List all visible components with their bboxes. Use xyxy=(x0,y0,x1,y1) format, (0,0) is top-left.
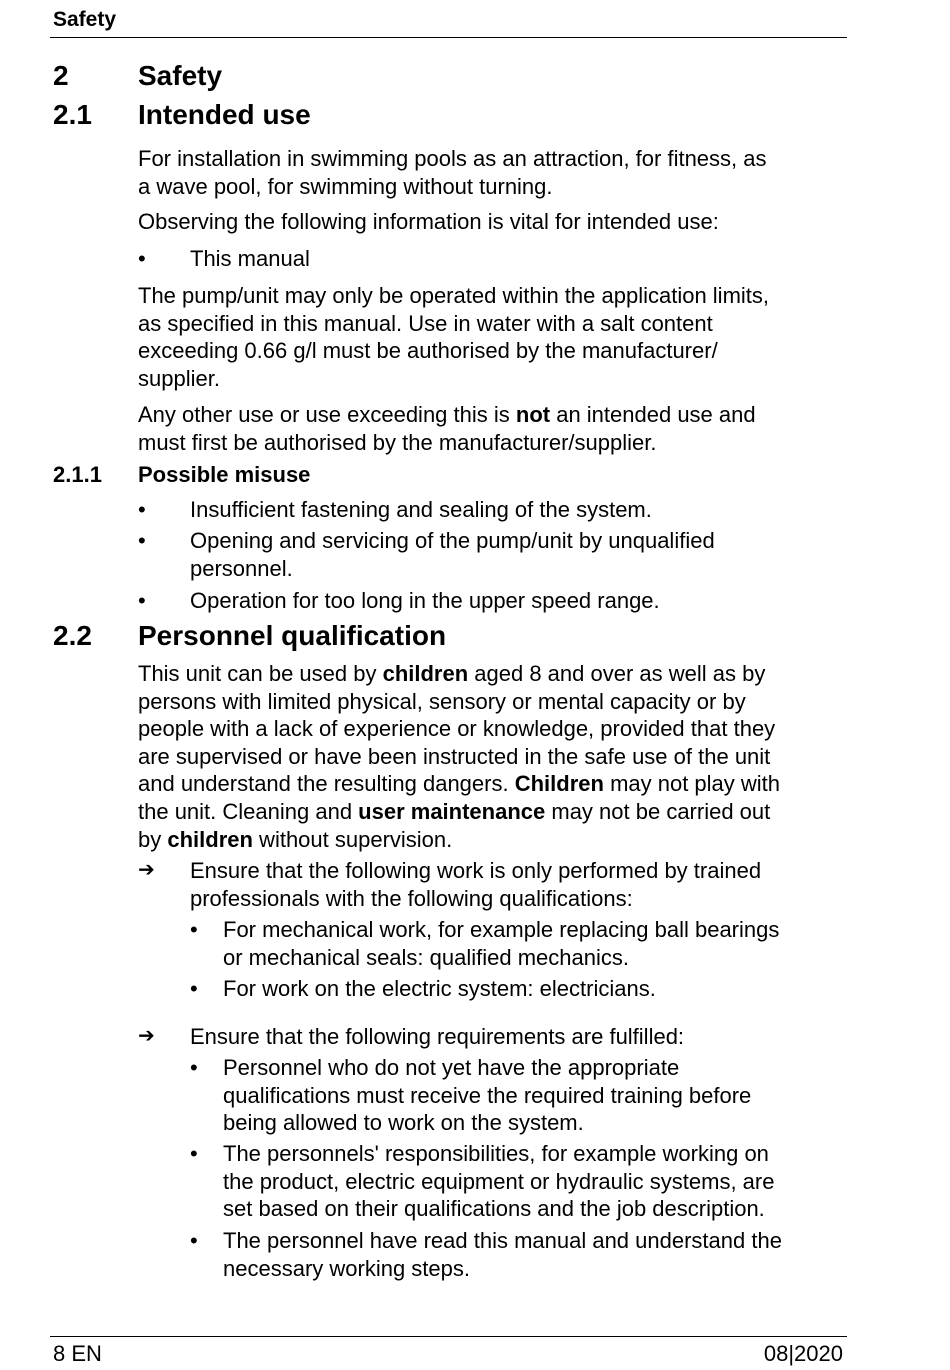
instruction-text: Ensure that the following requirements are fulfilled: xyxy=(190,1024,685,1049)
text-line: For installation in swimming pools as an attraction, for fitness, as xyxy=(138,146,767,171)
paragraph-installation xyxy=(138,145,848,200)
arrow-right-icon: ➔ xyxy=(138,1025,155,1047)
list-item-text: This manual xyxy=(190,246,310,271)
text-line: a wave pool, for swimming without turning. xyxy=(138,173,553,199)
text-line: must first be authorised by the manufacturer/supplier. xyxy=(138,429,657,455)
page-number: 8 EN xyxy=(53,1341,102,1366)
text-line: supplier. xyxy=(138,365,220,391)
heading-title: Possible misuse xyxy=(138,462,311,487)
list-item-text: Personnel who do not yet have the appropriate qualifications must receive the required training before being allowed to work on the system. xyxy=(223,1055,752,1136)
list-item-text: For work on the electric system: electricians. xyxy=(223,976,656,1001)
heading-title: Safety xyxy=(138,60,223,91)
emphasis: not xyxy=(515,402,551,427)
list-item-text: Insufficient fastening and sealing of the system. xyxy=(190,497,652,522)
heading-number: 2.2 xyxy=(53,620,92,651)
bullet-marker: • xyxy=(138,497,146,522)
heading-number: 2 xyxy=(53,60,69,91)
heading-title: Personnel qualification xyxy=(138,620,447,651)
text-line: Observing the following information is vital for intended use: xyxy=(138,209,719,234)
bullet-marker: • xyxy=(138,246,146,271)
bullet-marker: • xyxy=(190,1141,198,1166)
bullet-marker: • xyxy=(190,1228,198,1253)
text-line: are supervised or have been instructed in the safe use of the unit xyxy=(138,743,771,769)
paragraph-observing xyxy=(138,208,848,236)
bullet-marker: • xyxy=(138,528,146,553)
heading-number: 2.1 xyxy=(53,99,92,130)
emphasis: children xyxy=(382,661,469,686)
edition-date: 08|2020 xyxy=(763,1341,843,1366)
text-line: people with a lack of experience or knowledge, provided that they xyxy=(138,716,776,742)
text-line: persons with limited physical, sensory or mental capacity or by xyxy=(138,688,746,714)
heading-title: Intended use xyxy=(138,99,311,130)
text-line: Any other use or use exceeding this is not an intended use and xyxy=(138,402,756,427)
instruction-text: Ensure that the following work is only performed by trained professionals with the following qualifications: xyxy=(190,858,762,911)
arrow-right-icon: ➔ xyxy=(138,859,155,881)
bullet-marker: • xyxy=(190,917,198,942)
list-item-text: The personnels' responsibilities, for example working on the product, electric equipment or hydraulic systems, are set based on their qualifications and the job description. xyxy=(223,1141,775,1222)
text-line: the unit. Cleaning and user maintenance may not be carried out xyxy=(138,798,771,824)
heading-number: 2.1.1 xyxy=(53,462,102,487)
bullet-marker: • xyxy=(190,1055,198,1080)
paragraph-limits xyxy=(138,282,848,392)
text-line: The pump/unit may only be operated within the application limits, xyxy=(138,283,770,308)
bullet-marker: • xyxy=(138,588,146,613)
footer-rule xyxy=(50,1336,847,1337)
emphasis: user maintenance xyxy=(358,798,546,824)
emphasis: Children xyxy=(514,771,604,797)
text-line: exceeding 0.66 g/l must be authorised by the manufacturer/ xyxy=(138,338,718,364)
text-line: and understand the resulting dangers. Children may not play with xyxy=(138,771,781,797)
text-line: by children without supervision. xyxy=(138,826,453,852)
list-item-text: For mechanical work, for example replacing ball bearings or mechanical seals: qualified mechanics. xyxy=(223,917,780,970)
list-item-text: Opening and servicing of the pump/unit by unqualified personnel. xyxy=(190,528,715,581)
list-item-text: The personnel have read this manual and understand the necessary working steps. xyxy=(223,1228,782,1281)
list-item-text: Operation for too long in the upper speed range. xyxy=(190,588,660,613)
emphasis: children xyxy=(167,826,253,852)
running-header: Safety xyxy=(53,8,117,31)
paragraph-qualification xyxy=(138,660,850,853)
bullet-marker: • xyxy=(190,976,198,1001)
text-line: This unit can be used by children aged 8 and over as well as by xyxy=(138,661,766,686)
header-rule xyxy=(50,37,847,38)
text-line: as specified in this manual. Use in water with a salt content xyxy=(138,310,713,336)
paragraph-other-use xyxy=(138,401,848,456)
